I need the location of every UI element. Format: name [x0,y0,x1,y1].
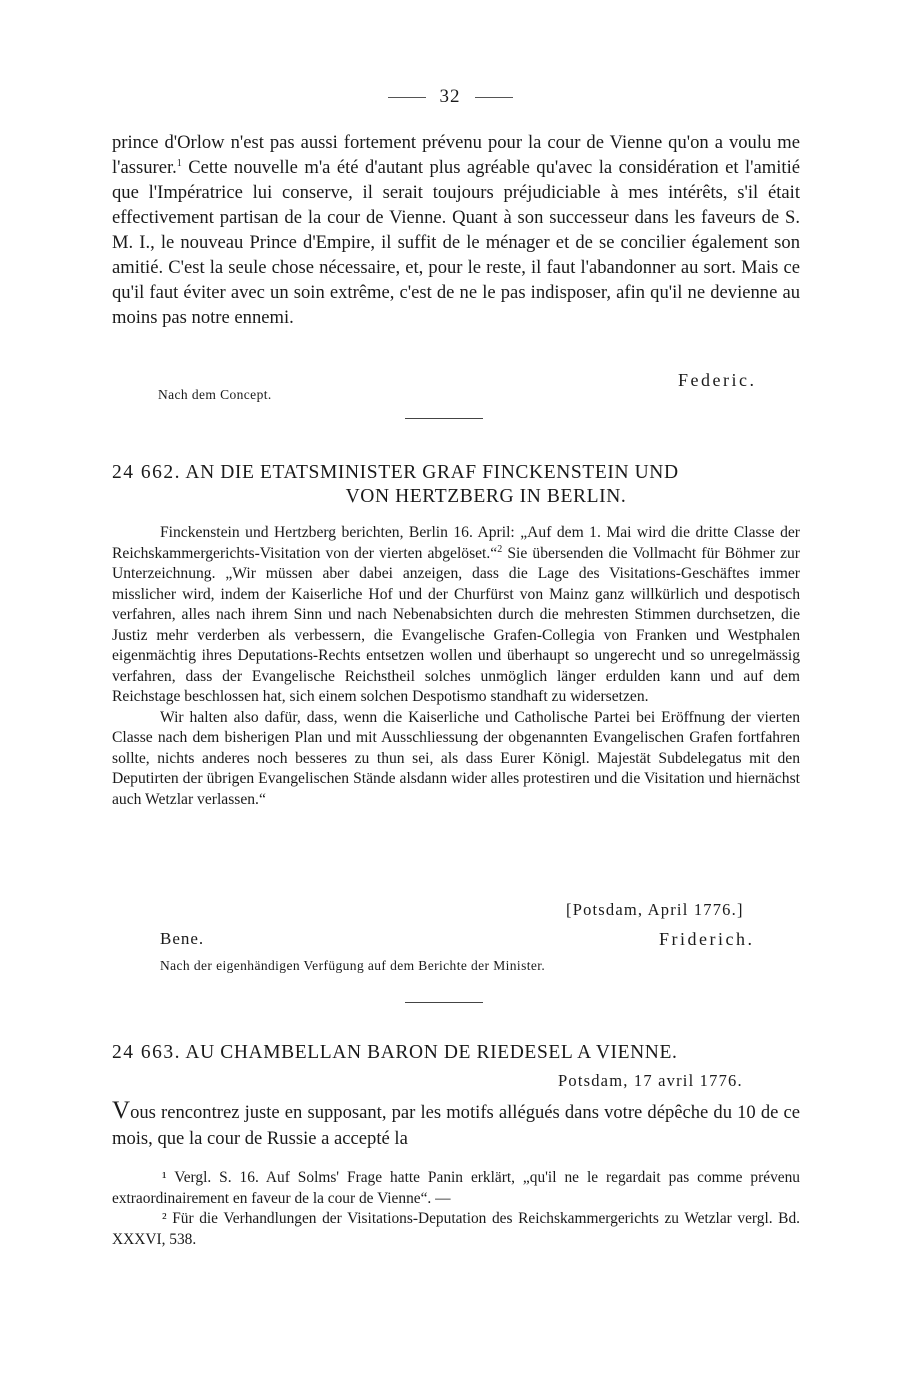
entry-24662-title-line2: VON HERTZBERG IN BERLIN. [345,486,627,507]
page-number-line [0,86,900,108]
continuation-text-part2: Cette nouvelle m'a été d'autant plus agréable qu'avec la considération et l'amitié que l'Impératrice lui conserve, il serait toujours préjudiciable à mes intérêts, s'il était effectivement partisan de la cour de Vienne. Quant à son successeur dans les faveurs de S. M. I., le nouveau Prince d'Empire, il suffit de le ménager et de se concilier également son amitié. C'est la seule chose nécessaire, et, pour le reste, il faut l'abandonner au sort. Mais ce qu'il faut éviter avec un soin extrême, c'est de ne le pas indisposer, afin qu'il ne devienne au moins pas notre ennemi. [112,157,800,328]
footnotes [112,1168,800,1250]
entry-24662-title-line1: AN DIE ETATSMINISTER GRAF FINCKENSTEIN UND [185,462,679,483]
page-number: 32 [439,86,461,107]
signature-federic: Federic. [678,370,757,390]
entry-24663-title: AU CHAMBELLAN BARON DE RIEDESEL A VIENNE. [185,1042,678,1063]
section-divider-2 [405,1002,483,1003]
regest-p1-part2: Sie übersenden die Vollmacht für Böhmer zur Unterzeichnung. „Wir müssen aber dabei anzeigen, dass die Lage des Visitations-Geschäftes immer misslicher wird, indem der Kaiserliche Hof und der Churfürst von Mainz ganz willkürlich und despotisch verfahren, alles nach ihrem Sinn und nach Nebenabsichten durch die mehresten Stimmen durchsetzen, die Justiz mehr verderben als verbessern, die Evangelische Grafen-Collegia von Franken und Westphalen eigenmächtig ihres Deputations-Rechts entsetzen wollen und überhaupt so ungerecht und so unregelmässig verfahren, dass der Evangelische Reichstheil solches unmöglich länger erdulden kann und auf dem Reichstage beschlossen hat, sich einem solchen Despotismo standhaft zu widersetzen. [112,544,800,705]
continuation-paragraph [112,130,800,330]
entry-24663-heading [112,1041,800,1065]
footnote-marker-1: 1 [176,157,182,169]
section-divider-1 [405,418,483,419]
entry-24662-heading-line1 [112,461,800,485]
entry-24663-number: 24 663. [112,1042,181,1063]
continuation-text-part1: prince d'Orlow n'est pas aussi fortement prévenu pour la cour de Vienne qu'on a voulu me l'assurer. [112,132,800,178]
footnote-2: ² Für die Verhandlungen der Visitations-Deputation des Reichskammergerichts zu Wetzlar vergl. Bd. XXXVI, 538. [112,1210,800,1248]
entry-24662-heading [112,461,800,509]
entry-24663-dateline: Potsdam, 17 avril 1776. [558,1071,743,1090]
entry-24662-regest [112,523,800,810]
page-number-dash-right [475,97,513,98]
entry-24662-date: [Potsdam, April 1776.] [566,900,744,919]
footnote-1: ¹ Vergl. S. 16. Auf Solms' Frage hatte Panin erklärt, „qu'il ne le regardait pas comme prévenu extraordinairement en faveur de la cour de Vienne“. — [112,1169,800,1207]
regest-paragraph-2: Wir halten also dafür, dass, wenn die Kaiserliche und Catholische Partei bei Eröffnung der vierten Classe nach dem bisherigen Plan und mit Ausschliessung der obgenannten Evangelischen Grafen fortfahren sollte, nichts anderes noch besseres zu thun sei, als dass Eurer Königl. Majestät Subdelegatus mit den Deputirten der übrigen Evangelischen Stände alsdann wider alles protestiren und die Visitation und hiernächst auch Wetzlar verlassen.“ [112,708,800,808]
page-number-dash-left [388,97,426,98]
entry-24662-decision: Bene. [160,929,205,948]
letter-text: ous rencontrez juste en supposant, par les motifs allégués dans votre dépêche du 10 de ce mois, que la cour de Russie a accepté la [112,1102,800,1149]
footnote-marker-2: 2 [497,543,503,555]
letter-initial: V [112,1097,131,1124]
entry-24662-number: 24 662. [112,462,181,483]
source-note-verfuegung: Nach der eigenhändigen Verfügung auf dem Berichte der Minister. [160,958,546,973]
source-note-concept: Nach dem Concept. [158,387,272,402]
entry-24663-letter [112,1098,800,1152]
regest-paragraph-1 [112,523,800,708]
signature-friderich: Friderich. [659,929,755,949]
regest-p1-part1: Finckenstein und Hertzberg berichten, Berlin 16. April: „Auf dem 1. Mai wird die dritte Classe der Reichskammergerichts-Visitation von der vierten abgelöset.“ [112,524,800,562]
